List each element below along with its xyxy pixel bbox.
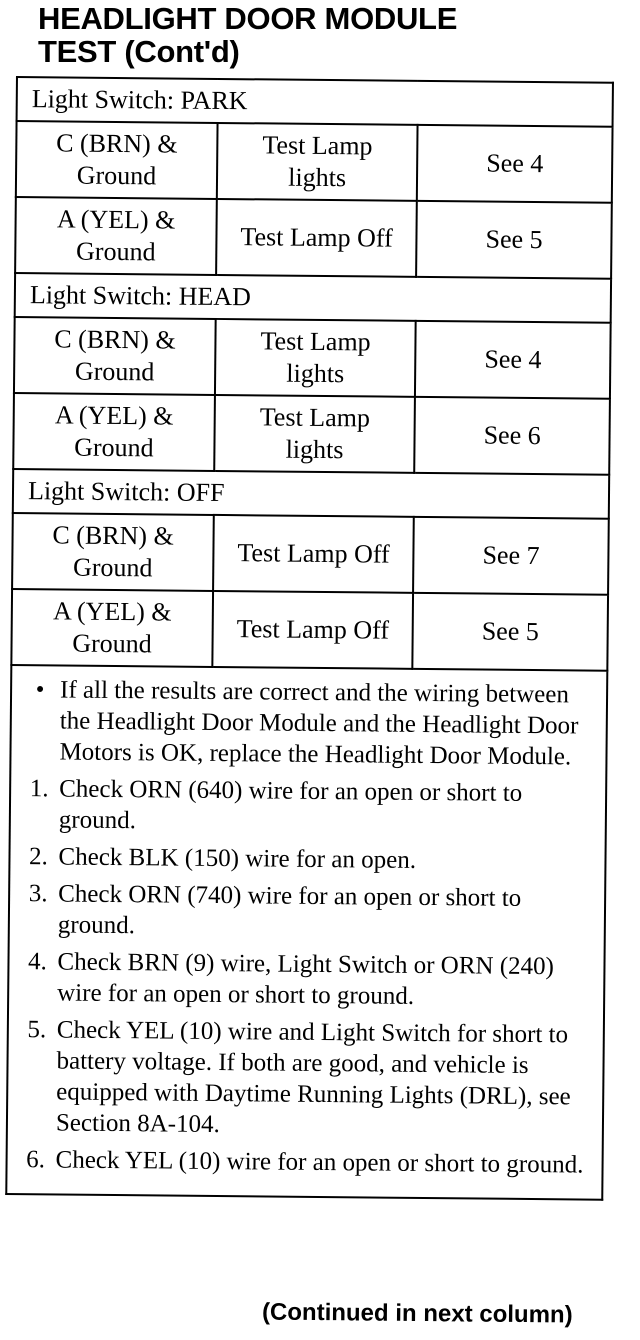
bullet-text: If all the results are correct and the wiring between the Headlight Door Module and the Headlight Door Motors is OK, replace the Headlight Door Module. [59, 676, 579, 771]
section-header: Light Switch: HEAD [15, 273, 611, 323]
steps-list [15, 773, 595, 1181]
section-header-row [17, 77, 613, 127]
table-row [11, 589, 608, 671]
step-number: 6. [26, 1146, 46, 1174]
table-row [14, 317, 611, 399]
action-cell: See 5 [416, 201, 611, 279]
list-item [17, 946, 594, 1014]
bullet-list [19, 674, 596, 773]
test-table [10, 76, 614, 672]
section-header-row [13, 469, 609, 519]
result-cell: Test Lamp lights [215, 319, 416, 397]
list-item [16, 1014, 593, 1144]
bullet-note [19, 674, 596, 773]
section-header-row [15, 273, 611, 323]
notes-section [5, 666, 608, 1201]
circuit-cell: C (BRN) & Ground [12, 513, 214, 591]
table-row [12, 513, 609, 595]
table-row [13, 393, 610, 475]
step-number: 3. [28, 880, 48, 908]
action-cell: See 4 [417, 125, 612, 203]
step-number: 4. [27, 948, 48, 976]
section-header: Light Switch: OFF [13, 469, 609, 519]
circuit-cell: A (YEL) & Ground [13, 393, 215, 471]
action-cell: See 6 [414, 397, 609, 475]
step-number: 2. [29, 843, 49, 871]
circuit-cell: A (YEL) & Ground [15, 197, 217, 275]
step-text: Check YEL (10) wire and Light Switch for short to battery voltage. If both are good, and vehicle is equipped with Daytime Running Lights (DRL), see Section 8A-104. [55, 1016, 571, 1139]
step-number: 5. [27, 1016, 47, 1044]
test-procedure-box [2, 76, 622, 1292]
page-title [38, 2, 628, 68]
bullet-icon: • [35, 676, 45, 704]
list-item [18, 841, 594, 878]
list-item [15, 1144, 591, 1181]
step-text: Check YEL (10) wire for an open or short to ground. [55, 1146, 584, 1179]
result-cell: Test Lamp lights [217, 123, 418, 201]
section-header: Light Switch: PARK [17, 77, 613, 127]
table-row [16, 121, 613, 203]
step-text: Check BLK (150) wire for an open. [58, 843, 417, 874]
step-number: 1. [29, 775, 49, 803]
list-item [19, 773, 596, 841]
action-cell: See 7 [413, 517, 608, 595]
step-text: Check ORN (640) wire for an open or short to ground. [58, 775, 523, 835]
circuit-cell: C (BRN) & Ground [16, 121, 218, 199]
title-line-2: TEST (Cont'd) [38, 34, 240, 69]
circuit-cell: C (BRN) & Ground [14, 317, 216, 395]
result-cell: Test Lamp Off [213, 515, 414, 593]
title-line-1: HEADLIGHT DOOR MODULE [38, 1, 458, 36]
continued-note: (Continued in next column) [261, 1298, 573, 1329]
action-cell: See 5 [413, 593, 608, 671]
action-cell: See 4 [415, 321, 610, 399]
result-cell: Test Lamp Off [212, 591, 413, 669]
table-row [15, 197, 612, 279]
result-cell: Test Lamp lights [214, 395, 415, 473]
step-text: Check BRN (9) wire, Light Switch or ORN (240) wire for an open or short to ground. [57, 948, 555, 1010]
list-item [18, 878, 595, 946]
circuit-cell: A (YEL) & Ground [11, 589, 213, 667]
result-cell: Test Lamp Off [216, 199, 417, 277]
step-text: Check ORN (740) wire for an open or short to ground. [57, 880, 522, 940]
